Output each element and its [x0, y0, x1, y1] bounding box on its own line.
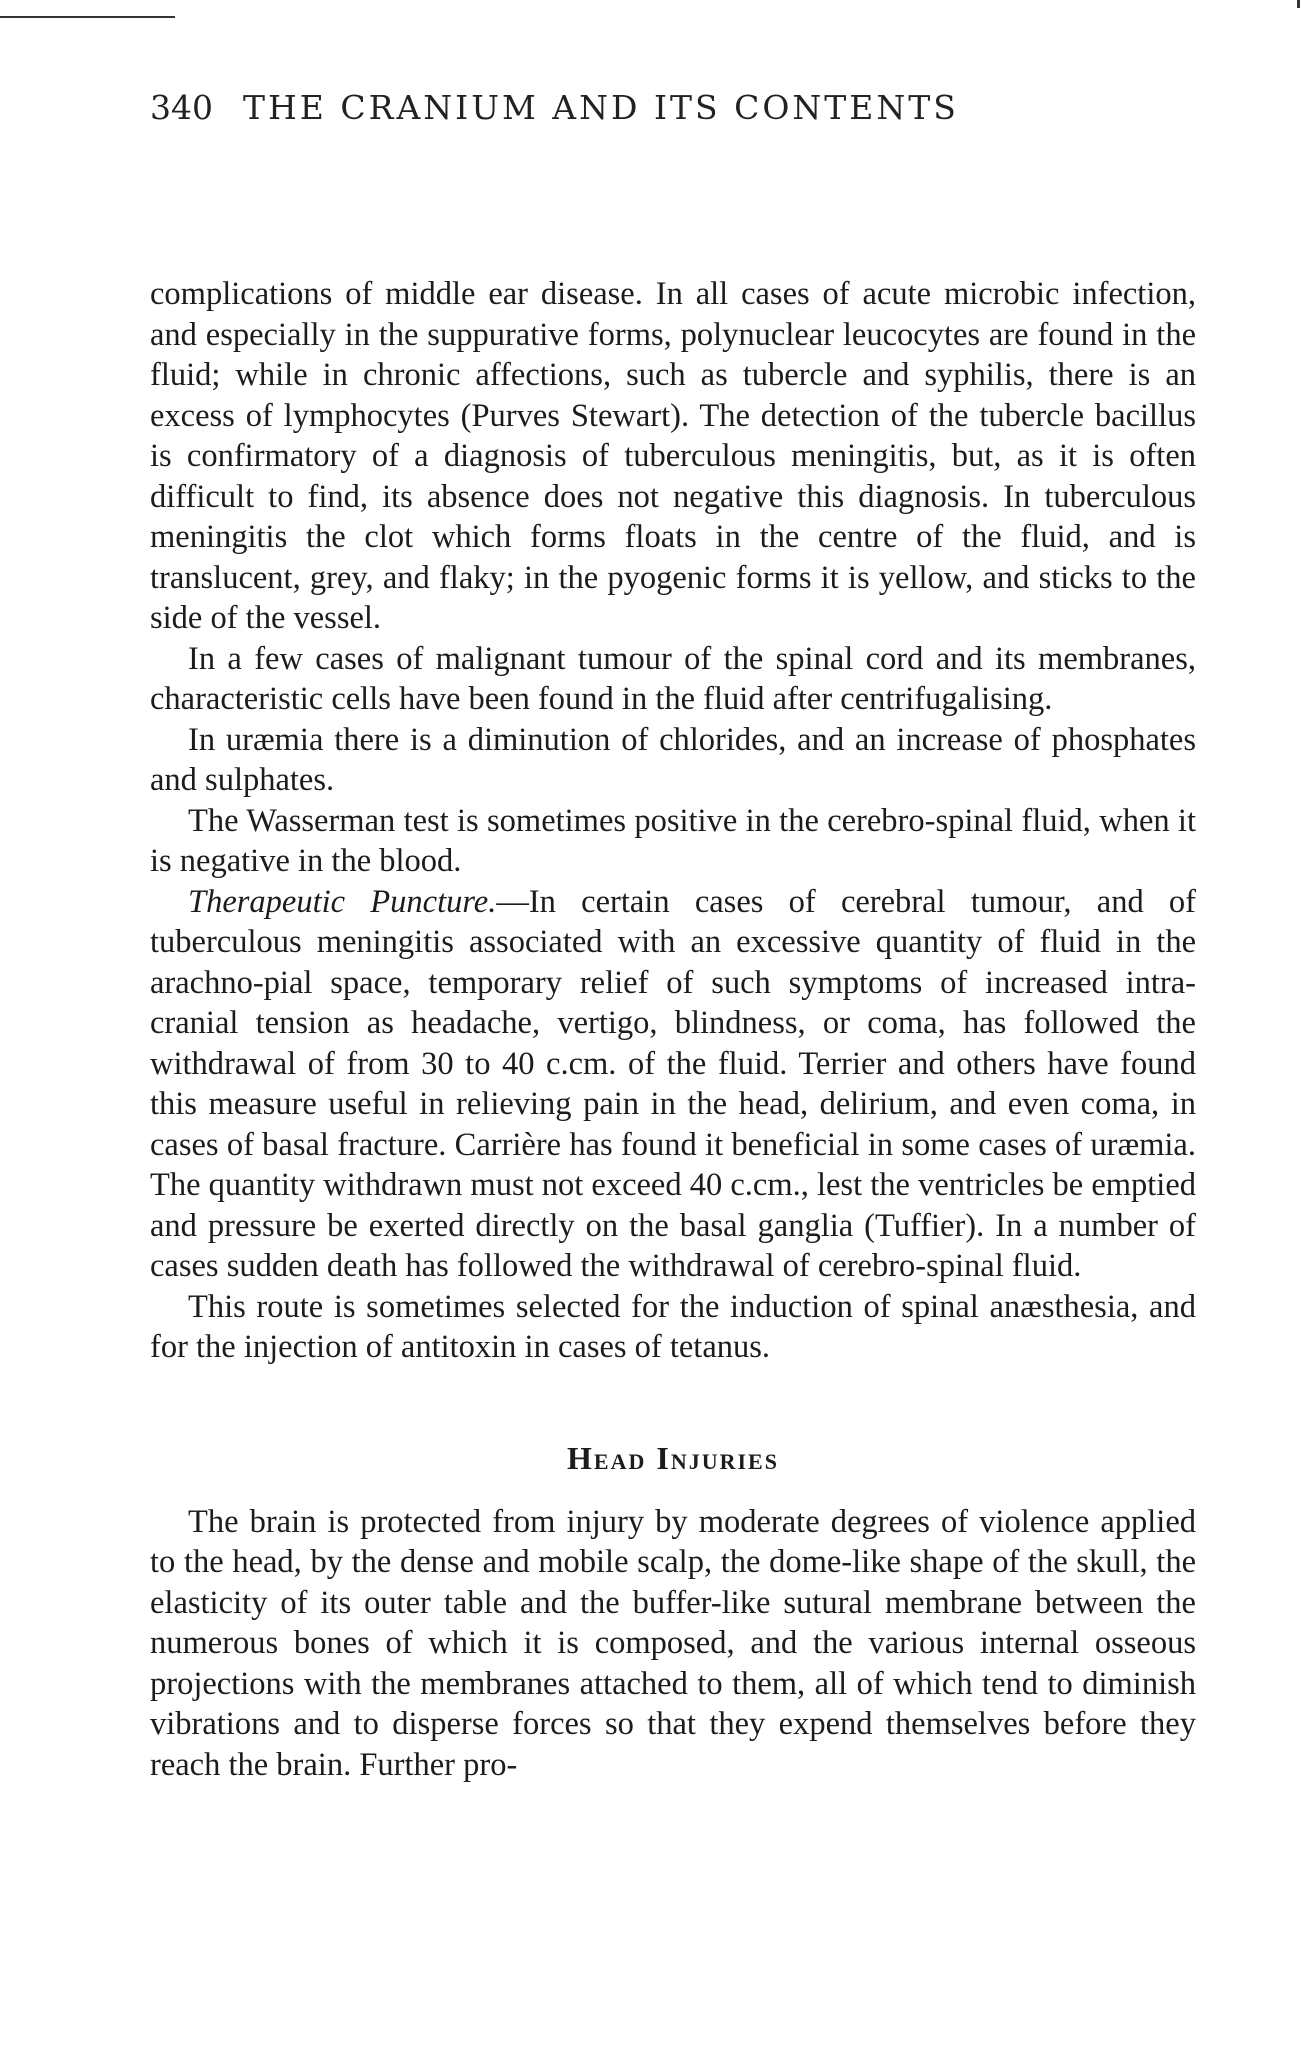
scan-corner-mark [1297, 0, 1300, 8]
paragraph-continued: complications of middle ear disease. In all cases of acute microbic infection, and especially in the suppurative forms, polynuclear leucocytes are found in the fluid; while in chronic affections, such as tubercle and syphilis, there is an excess of lymphocytes (Purves Stewart). The detection of the tubercle bacillus is confirmatory of a diagnosis of tuberculous meningitis, but, as it is often difficult to find, its absence does not negative this diagnosis. In tuberculous meningitis the clot which forms floats in the centre of the fluid, and is translucent, grey, and flaky; in the pyogenic forms it is yellow, and sticks to the side of the vessel. [150, 276, 1196, 636]
scan-edge-line [0, 16, 175, 18]
therapeutic-puncture-heading: Therapeutic Puncture. [188, 883, 497, 920]
page-number: 340 [150, 88, 213, 127]
running-head [150, 88, 1196, 148]
book-page [150, 88, 1196, 1785]
running-title: THE CRANIUM AND ITS CONTENTS [243, 88, 959, 127]
therapeutic-puncture-text: —In certain cases of cerebral tumour, and of tuberculous meningitis associated with an excessive quantity of fluid in the arachno-pial space, temporary relief of such symptoms of increased intra-cranial tension as headache, vertigo, blindness, or coma, has followed the withdrawal of from 30 to 40 c.cm. of the fluid. Terrier and others have found this measure useful in relieving pain in the head, delirium, and even coma, in cases of basal fracture. Carrière has found it beneficial in some cases of uræmia. The quantity withdrawn must not exceed 40 c.cm., lest the ventricles be emptied and pressure be exerted directly on the basal ganglia (Tuffier). In a number of cases sudden death has followed the withdrawal of cerebro-spinal fluid. [150, 883, 1197, 1284]
paragraph-therapeutic-puncture [150, 882, 1196, 1287]
section-heading: Head Injuries [567, 1439, 779, 1476]
paragraph-malignant-tumour: In a few cases of malignant tumour of the spinal cord and its membranes, characteristic cells have been found in the fluid after centrifugalising. [150, 640, 1196, 717]
paragraph-spinal-anaesthesia: This route is sometimes selected for the induction of spinal anæsthesia, and for the injection of antitoxin in cases of tetanus. [150, 1288, 1196, 1365]
paragraph-wasserman: The Wasserman test is sometimes positive in the cerebro-spinal fluid, when it is negative in the blood. [150, 802, 1196, 879]
section-body [150, 1502, 1196, 1786]
paragraph-uraemia: In uræmia there is a diminution of chlorides, and an increase of phosphates and sulphates. [150, 721, 1196, 798]
body-text [150, 274, 1196, 1785]
paragraph-head-injuries: The brain is protected from injury by moderate degrees of violence applied to the head, by the dense and mobile scalp, the dome-like shape of the skull, the elasticity of its outer table and the buffer-like sutural membrane between the numerous bones of which it is composed, and the various internal osseous projections with the membranes attached to them, all of which tend to diminish vibrations and to disperse forces so that they expend themselves before they reach the brain. Further pro- [150, 1503, 1196, 1783]
